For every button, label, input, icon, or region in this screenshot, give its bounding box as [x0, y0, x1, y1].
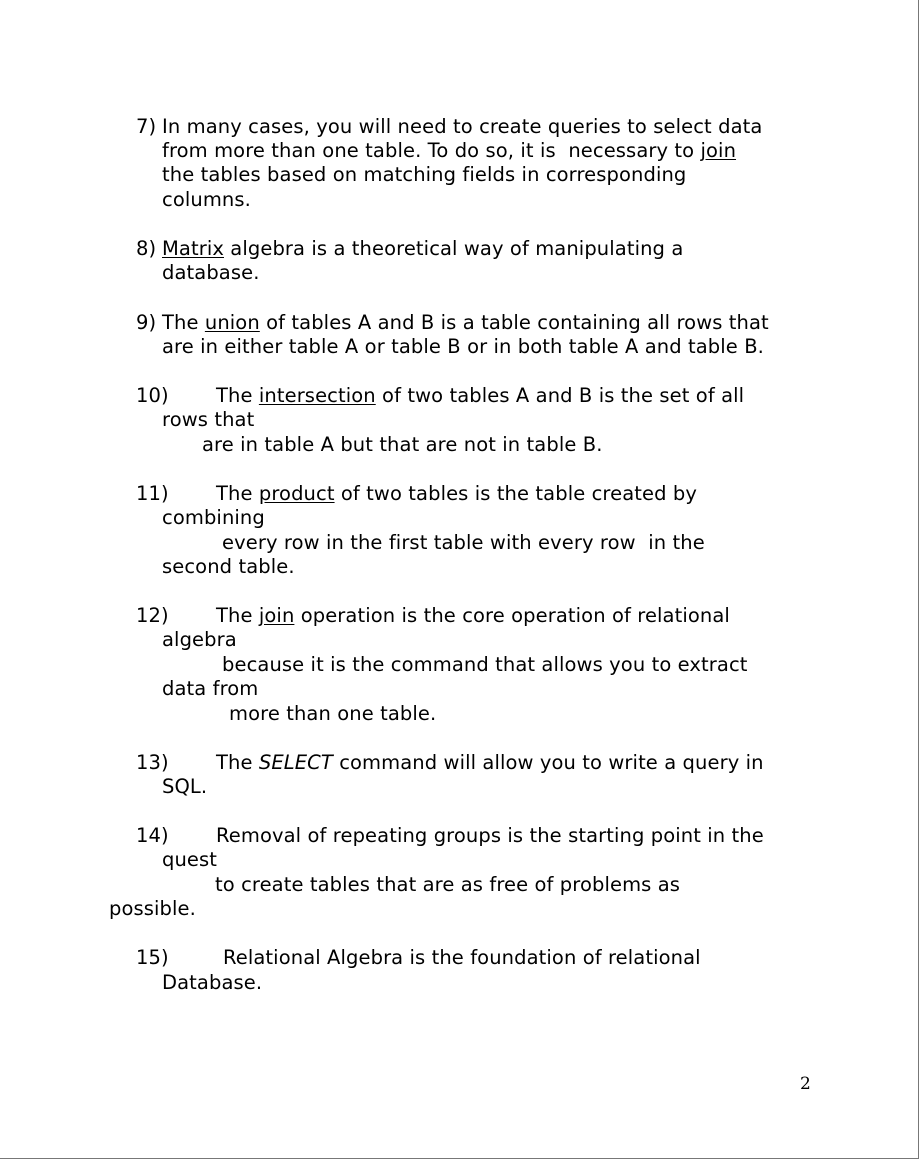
underlined-term: join: [258, 604, 295, 627]
item-text: because it is the command that allows you to extract: [222, 653, 748, 676]
item-text: Database.: [162, 971, 263, 994]
item-text: data from: [162, 677, 259, 700]
item-text: The product of two tables is the table created by: [216, 482, 697, 505]
item-text: second table.: [162, 555, 295, 578]
underlined-term: join: [700, 139, 737, 162]
item-text: from more than one table. To do so, it is necessary to join: [162, 139, 737, 162]
item-text: Matrix algebra is a theoretical way of manipulating a: [162, 237, 684, 260]
item-number: 15): [136, 946, 169, 969]
italic-term: SELECT: [258, 751, 333, 774]
item-text: algebra: [162, 628, 237, 651]
item-text: The intersection of two tables A and B is the set of all: [216, 384, 745, 407]
item-number: 11): [136, 482, 169, 505]
item-text: every row in the first table with every row in the: [222, 531, 705, 554]
underlined-term: product: [258, 482, 335, 505]
item-text: The union of tables A and B is a table containing all rows that: [162, 311, 769, 334]
item-text: Relational Algebra is the foundation of relational: [223, 946, 701, 969]
item-text: The join operation is the core operation of relational: [216, 604, 730, 627]
item-number: 7): [136, 115, 157, 138]
item-text: In many cases, you will need to create queries to select data: [162, 115, 763, 138]
item-text: are in either table A or table B or in both table A and table B.: [162, 335, 764, 358]
item-text: are in table A but that are not in table B.: [202, 433, 603, 456]
item-number: 14): [136, 824, 169, 847]
item-number: 9): [136, 311, 157, 334]
item-text: SQL.: [162, 775, 208, 798]
item-text: combining: [162, 506, 265, 529]
underlined-term: union: [204, 311, 260, 334]
item-number: 8): [136, 237, 157, 260]
item-text: columns.: [162, 188, 251, 211]
item-text: Removal of repeating groups is the starting point in the: [216, 824, 764, 847]
item-number: 10): [136, 384, 169, 407]
item-text: quest: [162, 848, 218, 871]
underlined-term: Matrix: [162, 237, 224, 260]
item-text: database.: [162, 261, 260, 284]
item-text: the tables based on matching fields in corresponding: [162, 163, 687, 186]
underlined-term: intersection: [258, 384, 376, 407]
item-number: 13): [136, 751, 169, 774]
item-number: 12): [136, 604, 169, 627]
item-text: The SELECT command will allow you to write a query in: [216, 751, 764, 774]
item-text: to create tables that are as free of problems as: [215, 873, 681, 896]
item-text: rows that: [162, 408, 255, 431]
item-text: more than one table.: [229, 702, 437, 725]
page-number: 2: [800, 1074, 811, 1094]
item-text: possible.: [109, 897, 196, 920]
